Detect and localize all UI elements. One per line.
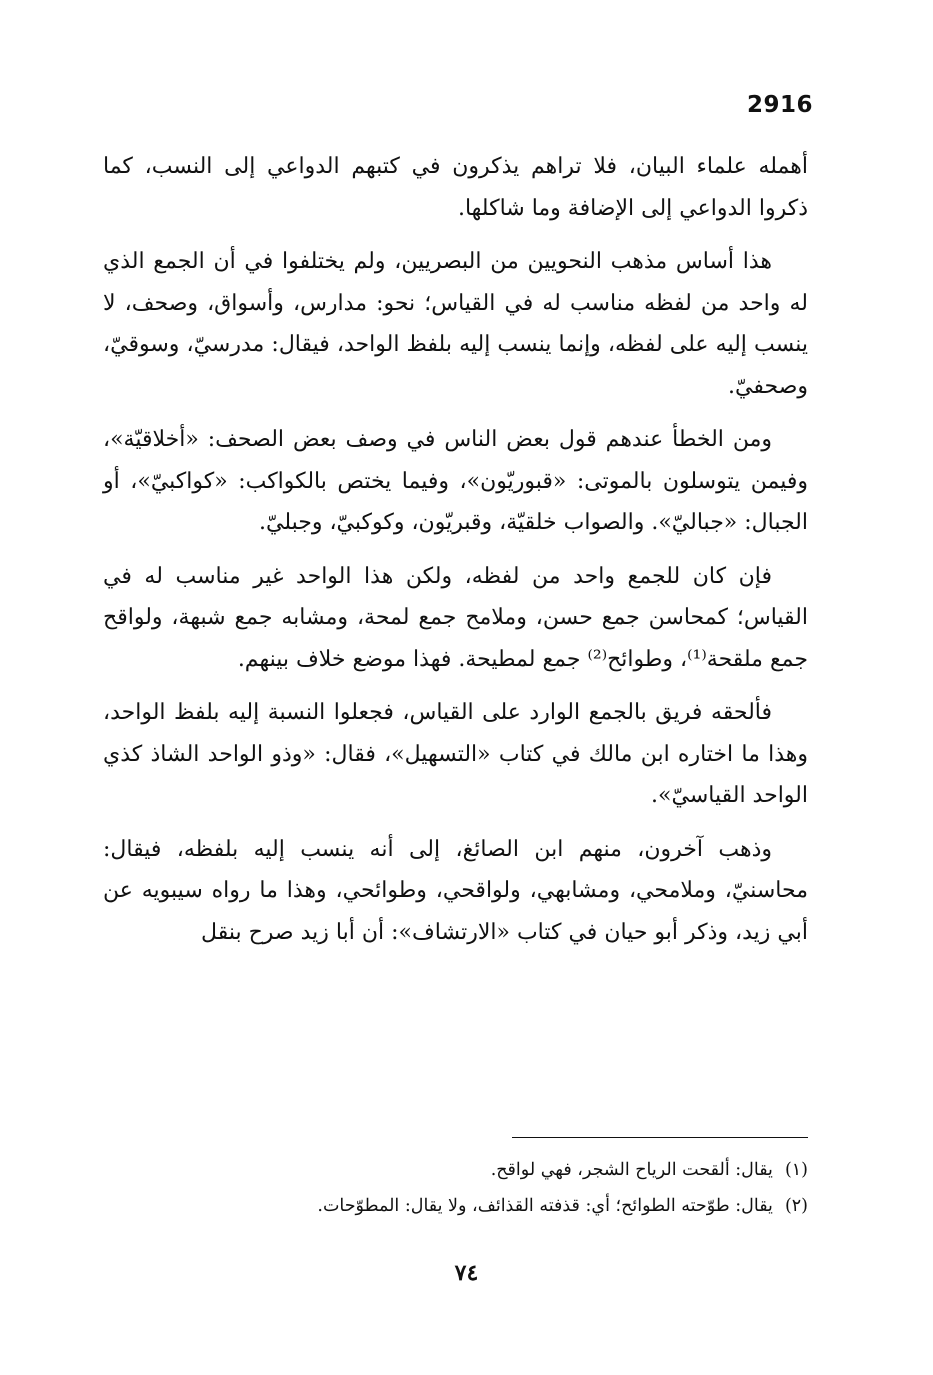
folio-number: 2916 [746,92,813,118]
footnotes [103,1152,808,1224]
paragraph: أهمله علماء البيان، فلا تراهم يذكرون في كتبهم الدواعي إلى النسب، كما ذكروا الدواعي إلى الإضافة وما شاكلها. [103,154,808,221]
footnote-text: يقال: طوّحته الطوائح؛ أي: قذفته القذائف، ولا يقال: المطوّحات. [317,1196,773,1216]
paragraph: ومن الخطأ عندهم قول بعض الناس في وصف بعض الصحف: «أخلاقيّة»، وفيمن يتوسلون بالموتى: «قبوريّون»، وفيما يختص بالكواكب: «كواكبيّ»، أو الجبال: «جباليّ». والصواب خلقيّة، وقبريّون، وكوكبيّ، وجبليّ. [103,427,808,535]
footnote [103,1188,808,1224]
footnote-text: يقال: ألقحت الرياح الشجر، فهي لواقح. [490,1160,773,1180]
page-number: ٧٤ [454,1260,479,1286]
paragraph: فألحقه فريق بالجمع الوارد على القياس، فجعلوا النسبة إليه بلفظ الواحد، وهذا ما اختاره ابن مالك في كتاب «التسهيل»، فقال: «وذو الواحد الشاذ كذي الواحد القياسيّ». [103,700,808,808]
paragraph: هذا أساس مذهب النحويين من البصريين، ولم يختلفوا في أن الجمع الذي له واحد من لفظه مناسب له في القياس؛ نحو: مدارس، وأسواق، وصحف، لا ينسب إليه على لفظه، وإنما ينسب إليه بلفظ الواحد، فيقال: مدرسيّ، وسوقيّ، وصحفيّ. [103,249,808,399]
footnote-divider [512,1137,808,1138]
footnote-number: (٢) [784,1196,808,1216]
paragraph: فإن كان للجمع واحد من لفظه، ولكن هذا الواحد غير مناسب له في القياس؛ كمحاسن جمع حسن، وملامح جمع لمحة، ومشابه جمع شبهة، ولواقح جمع ملقحة⁽¹⁾، وطوائح⁽²⁾ جمع لمطيحة. فهذا موضع خلاف بينهم. [103,563,808,672]
main-text [103,146,808,965]
paragraph: وذهب آخرون، منهم ابن الصائغ، إلى أنه ينسب إليه بلفظه، فيقال: محاسنيّ، وملامحي، ومشابهي، ولواقحي، وطوائحي، وهذا ما رواه سيبويه عن أبي زيد، وذكر أبو حيان في كتاب «الارتشاف»: أن أبا زيد صرح بنقل [103,836,808,945]
footnote-number: (١) [784,1160,808,1180]
footnote [103,1152,808,1188]
